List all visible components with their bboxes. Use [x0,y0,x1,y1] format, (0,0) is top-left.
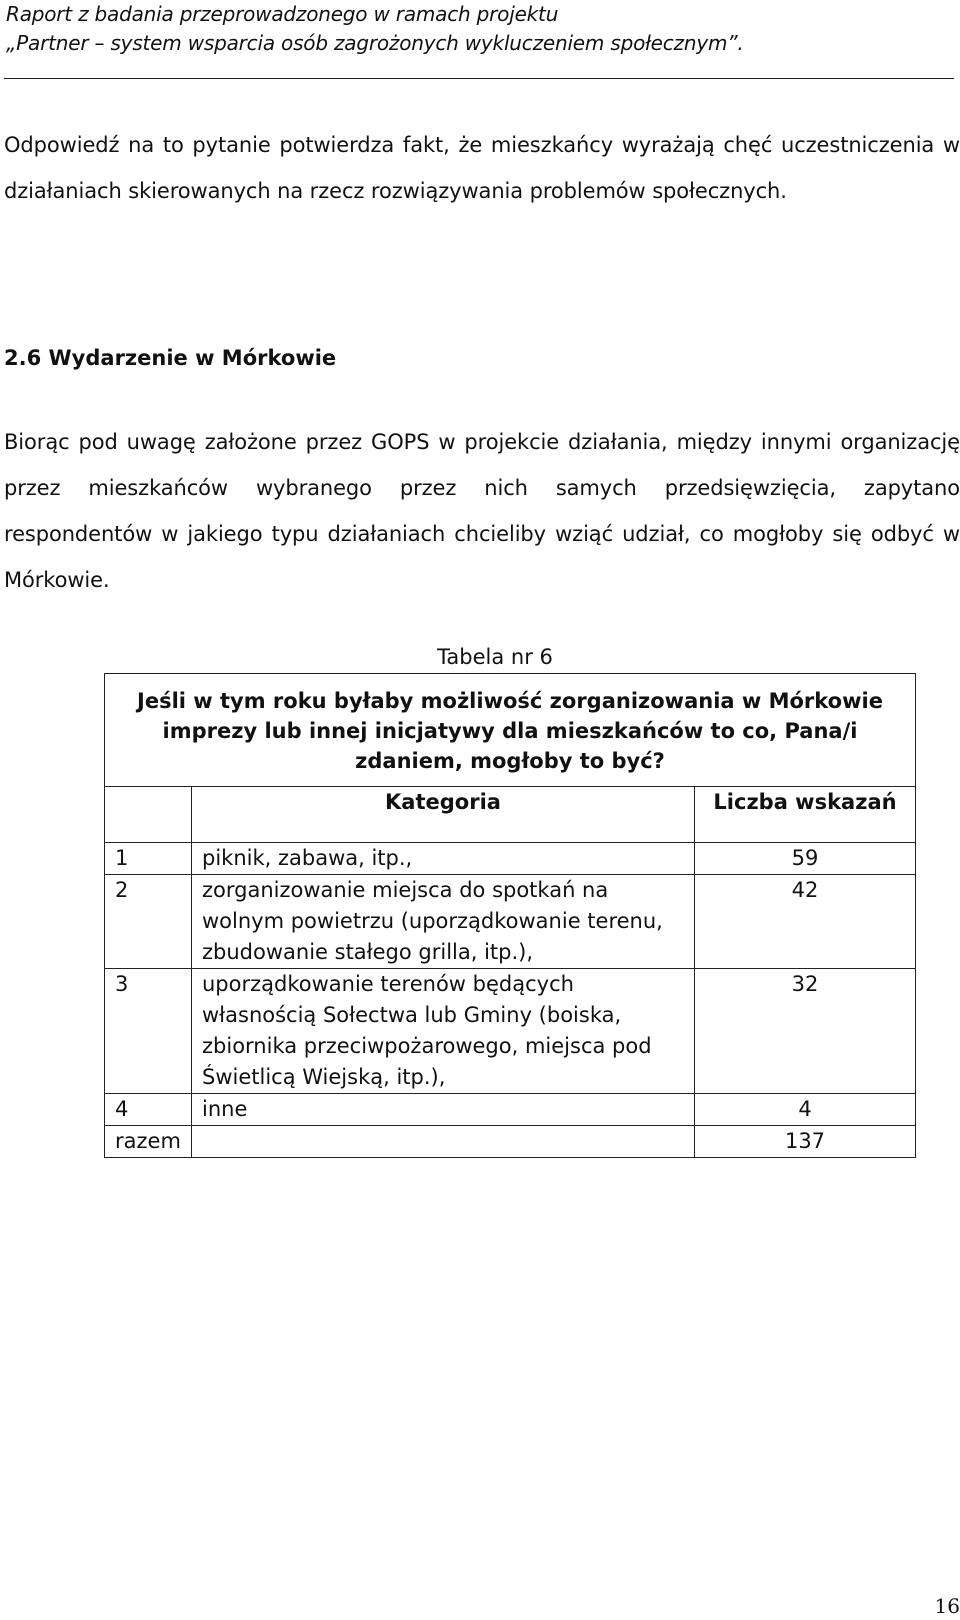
row-count: 32 [695,969,916,1094]
table-total-row [105,1126,916,1158]
row-category: zorganizowanie miejsca do spotkań na wolnym powietrzu (uporządkowanie terenu, zbudowanie stałego grilla, itp.), [192,875,695,969]
row-count: 42 [695,875,916,969]
total-count: 137 [695,1126,916,1158]
column-header-number [105,787,192,843]
paragraph-2: Biorąc pod uwagę założone przez GOPS w projekcie działania, między innymi organizację przez mieszkańców wybranego przez nich samych przedsięwzięcia, zapytano respondentów w jakiego typu działaniach chcieliby wziąć udział, co mogłoby się odbyć w Mórkowie. [4,430,960,592]
survey-table [104,673,916,1158]
table-row [105,843,916,875]
row-count: 4 [695,1094,916,1126]
row-number: 4 [105,1094,192,1126]
report-header [6,0,954,58]
survey-question: Jeśli w tym roku byłaby możliwość zorganizowania w Mórkowie imprezy lub innej inicjatywy dla mieszkańców to co, Pana/i zdaniem, mogłoby to być? [105,674,916,787]
column-header-category: Kategoria [192,787,695,843]
row-number: 3 [105,969,192,1094]
table-row [105,1094,916,1126]
total-label: razem [105,1126,192,1158]
row-category: uporządkowanie terenów będących własnością Sołectwa lub Gminy (boiska, zbiornika przeciwpożarowego, miejsca pod Świetlicą Wiejską, itp.), [192,969,695,1094]
header-divider [4,78,954,79]
total-category [192,1126,695,1158]
page-number: 16 [934,1594,960,1618]
row-count: 59 [695,843,916,875]
row-category: piknik, zabawa, itp., [192,843,695,875]
table-row [105,969,916,1094]
column-header-row [105,787,916,843]
section-heading: 2.6 Wydarzenie w Mórkowie [4,346,337,370]
question-row [105,674,916,787]
header-line-1: Raport z badania przeprowadzonego w ramach projektu [6,2,559,26]
row-number: 1 [105,843,192,875]
paragraph-1: Odpowiedź na to pytanie potwierdza fakt, że mieszkańcy wyrażają chęć uczestniczenia w działaniach skierowanych na rzecz rozwiązywania problemów społecznych. [4,133,960,203]
table-row [105,875,916,969]
row-number: 2 [105,875,192,969]
header-line-2: „Partner – system wsparcia osób zagrożonych wykluczeniem społecznym”. [6,31,744,55]
column-header-count: Liczba wskazań [695,787,916,843]
row-category: inne [192,1094,695,1126]
table-caption: Tabela nr 6 [437,645,553,669]
